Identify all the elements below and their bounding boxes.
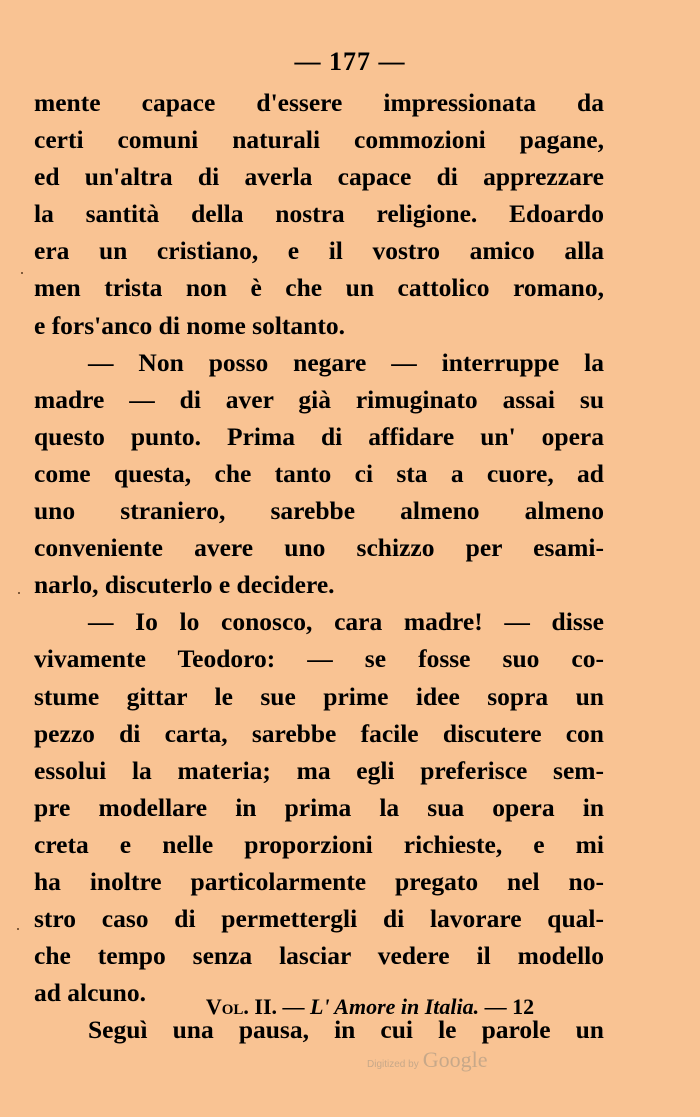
footer-title: L' Amore in Italia. [310,994,480,1019]
google-logo: Google [422,1047,488,1072]
text-line: come questa, che tanto ci sta a cuore, ad [34,458,604,488]
page-footer [0,994,700,1020]
text-line: essolui la materia; ma egli preferisce sem- [34,755,604,785]
scan-speck [17,928,19,930]
digitized-label: Digitized by [367,1059,419,1070]
text-line: era un cristiano, e il vostro amico alla [34,236,604,266]
page-number: — 177 — [294,47,406,76]
text-line: ed un'altra di averla capace di apprezzare [34,162,604,192]
text-line: pre modellare in prima la sua opera in [34,792,604,822]
footer-dash: — [282,994,305,1019]
text-line: che tempo senza lasciar vedere il modello [34,941,604,971]
text-line: uno straniero, sarebbe almeno almeno [34,496,604,526]
text-line: vivamente Teodoro: — se fosse suo co- [34,644,604,674]
text-line: ha inoltre particolarmente pregato nel no- [34,866,604,896]
text-line: creta e nelle proporzioni richieste, e mi [34,829,604,859]
text-line: conveniente avere uno schizzo per esami- [34,533,604,563]
text-line: narlo, discuterlo e decidere. [34,570,335,600]
text-line: mente capace d'essere impressionata da [34,88,604,117]
text-line: stro caso di permettergli di lavorare qual- [34,904,604,934]
text-line: pezzo di carta, sarebbe facile discutere con [34,718,604,748]
text-line: Seguì una pausa, in cui le parole un [88,1015,604,1045]
text-line: ad alcuno. [34,978,146,1008]
text-line: certi comuni naturali commozioni pagane, [34,125,604,155]
footer-signature: 12 [512,994,535,1019]
text-line: — Io lo conosco, cara madre! — disse [88,607,604,637]
text-line: e fors'anco di nome soltanto. [34,310,345,340]
footer-volume: Vol. II. [205,994,278,1019]
digitized-watermark [367,1047,487,1073]
text-line: men trista non è che un cattolico romano, [34,273,604,303]
scan-speck [18,592,20,594]
text-line: madre — di aver già rimuginato assai su [34,384,604,414]
body-text [34,84,604,1048]
scan-speck [21,272,23,274]
footer-dash: — [484,994,507,1019]
text-line: — Non posso negare — interruppe la [88,347,604,377]
text-line: questo punto. Prima di affidare un' opera [34,421,604,451]
text-line: la santità della nostra religione. Edoardo [34,199,604,229]
text-line: stume gittar le sue prime idee sopra un [34,681,604,711]
